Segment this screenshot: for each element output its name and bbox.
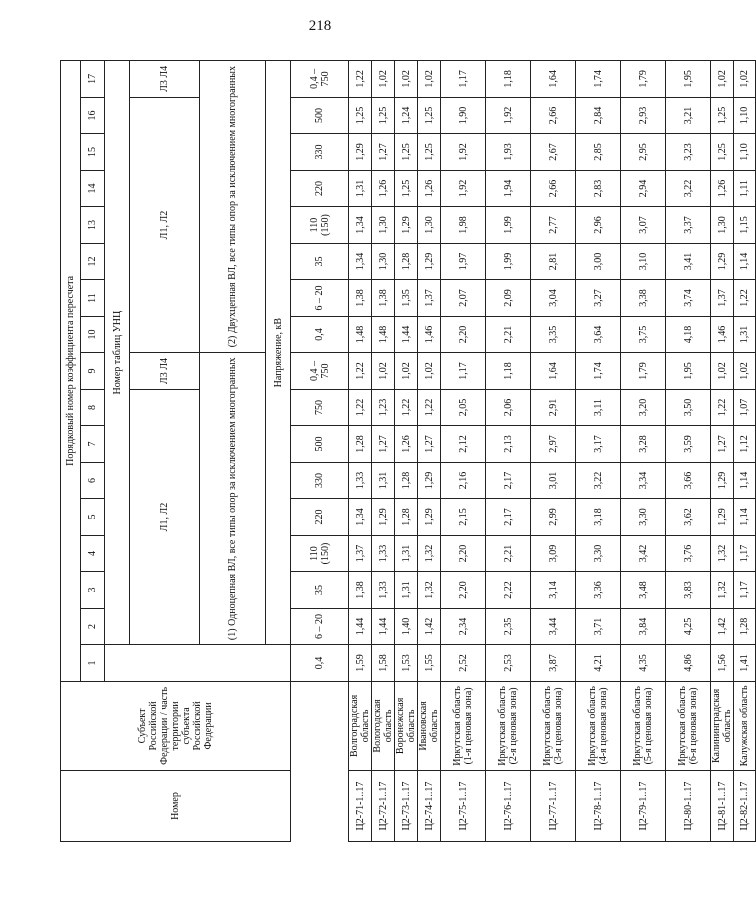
- row-value: 2,17: [486, 499, 531, 536]
- row-value: 3,64: [576, 316, 621, 353]
- row-subject: Иркутская область (1-я ценовая зона): [441, 681, 486, 770]
- row-value: 2,15: [441, 499, 486, 536]
- row-value: 2,95: [621, 134, 666, 171]
- header-index-cell: 16: [81, 97, 105, 134]
- row-value: 1,40: [395, 608, 418, 645]
- header-group-1: (1) Одноцепная ВЛ, все типы опор за исключением многогранных: [200, 353, 266, 645]
- row-value: 1,42: [711, 608, 734, 645]
- row-value: 2,20: [441, 535, 486, 572]
- row-value: 2,94: [621, 170, 666, 207]
- row-code: Ц2-82-1..17: [734, 771, 756, 842]
- table-row: [621, 61, 666, 842]
- row-value: 1,42: [418, 608, 441, 645]
- row-value: 3,14: [531, 572, 576, 609]
- row-code: Ц2-78-1..17: [576, 771, 621, 842]
- row-value: 3,27: [576, 280, 621, 317]
- row-value: 1,14: [734, 462, 756, 499]
- row-subject: Волгоградская область: [349, 681, 372, 770]
- row-value: 1,53: [395, 645, 418, 682]
- row-value: 1,32: [711, 535, 734, 572]
- header-voltage-cell: 6 – 20: [291, 280, 349, 317]
- row-value: 1,90: [441, 97, 486, 134]
- row-value: 1,25: [418, 97, 441, 134]
- row-value: 2,91: [531, 389, 576, 426]
- row-value: 2,77: [531, 207, 576, 244]
- header-voltage-cell: 330: [291, 134, 349, 171]
- row-value: 1,32: [711, 572, 734, 609]
- row-value: 2,21: [486, 535, 531, 572]
- header-voltage-title: Напряжение, кВ: [266, 61, 291, 645]
- header-table-l3l4-a: Л3 Л4: [130, 353, 200, 390]
- row-value: 1,99: [486, 207, 531, 244]
- table-row: [486, 61, 531, 842]
- row-value: 1,28: [734, 608, 756, 645]
- header-index-cell: 1: [81, 645, 105, 682]
- row-value: 1,12: [734, 426, 756, 463]
- row-code: Ц2-74-1..17: [418, 771, 441, 842]
- row-value: 1,37: [418, 280, 441, 317]
- row-value: 2,17: [486, 462, 531, 499]
- row-value: 1,95: [666, 61, 711, 98]
- header-voltage-cell: 220: [291, 499, 349, 536]
- row-value: 3,00: [576, 243, 621, 280]
- row-value: 3,37: [666, 207, 711, 244]
- row-value: 1,27: [711, 426, 734, 463]
- row-value: 1,17: [734, 535, 756, 572]
- row-value: 1,28: [349, 426, 372, 463]
- row-code: Ц2-77-1..17: [531, 771, 576, 842]
- row-value: 2,12: [441, 426, 486, 463]
- row-value: 1,28: [395, 462, 418, 499]
- row-value: 1,48: [372, 316, 395, 353]
- row-value: 2,05: [441, 389, 486, 426]
- row-value: 3,23: [666, 134, 711, 171]
- row-value: 1,22: [418, 389, 441, 426]
- row-value: 3,09: [531, 535, 576, 572]
- coefficient-table: [60, 60, 756, 842]
- row-value: 3,11: [576, 389, 621, 426]
- header-voltage-row: [291, 61, 349, 842]
- table-row: [372, 61, 395, 842]
- row-value: 1,25: [395, 170, 418, 207]
- row-value: 1,25: [418, 134, 441, 171]
- row-value: 1,02: [711, 353, 734, 390]
- row-value: 1,35: [395, 280, 418, 317]
- row-value: 1,27: [418, 426, 441, 463]
- row-value: 3,34: [621, 462, 666, 499]
- row-value: 1,48: [349, 316, 372, 353]
- row-value: 1,79: [621, 353, 666, 390]
- row-value: 1,26: [372, 170, 395, 207]
- row-value: 3,76: [666, 535, 711, 572]
- row-value: 2,99: [531, 499, 576, 536]
- row-value: 1,34: [349, 499, 372, 536]
- row-value: 1,33: [349, 462, 372, 499]
- row-value: 1,11: [734, 170, 756, 207]
- row-value: 1,34: [349, 207, 372, 244]
- row-value: 1,29: [711, 462, 734, 499]
- row-value: 1,18: [486, 61, 531, 98]
- header-index-cell: 5: [81, 499, 105, 536]
- header-table-l3l4-b: Л3 Л4: [130, 61, 200, 98]
- row-value: 1,26: [395, 426, 418, 463]
- row-value: 1,44: [349, 608, 372, 645]
- header-index-cell: 6: [81, 462, 105, 499]
- row-value: 2,84: [576, 97, 621, 134]
- row-value: 1,92: [441, 170, 486, 207]
- row-value: 3,18: [576, 499, 621, 536]
- table-row: [734, 61, 756, 842]
- row-value: 1,28: [395, 499, 418, 536]
- row-value: 3,44: [531, 608, 576, 645]
- row-value: 1,17: [441, 353, 486, 390]
- row-value: 2,83: [576, 170, 621, 207]
- row-value: 2,07: [441, 280, 486, 317]
- row-value: 1,31: [734, 316, 756, 353]
- row-value: 1,15: [734, 207, 756, 244]
- row-value: 2,96: [576, 207, 621, 244]
- row-value: 3,42: [621, 535, 666, 572]
- header-index-cell: 12: [81, 243, 105, 280]
- row-value: 1,29: [418, 499, 441, 536]
- row-value: 1,30: [372, 207, 395, 244]
- header-index-cell: 17: [81, 61, 105, 98]
- row-value: 1,55: [418, 645, 441, 682]
- table-row: [666, 61, 711, 842]
- header-index-cell: 9: [81, 353, 105, 390]
- header-index-cell: 14: [81, 170, 105, 207]
- row-value: 1,92: [441, 134, 486, 171]
- row-value: 2,66: [531, 170, 576, 207]
- row-value: 3,04: [531, 280, 576, 317]
- row-value: 1,17: [441, 61, 486, 98]
- row-value: 1,32: [418, 535, 441, 572]
- row-value: 1,22: [349, 61, 372, 98]
- row-value: 3,30: [621, 499, 666, 536]
- row-value: 1,74: [576, 61, 621, 98]
- row-value: 1,25: [711, 97, 734, 134]
- row-value: 3,66: [666, 462, 711, 499]
- row-value: 1,59: [349, 645, 372, 682]
- row-value: 3,22: [576, 462, 621, 499]
- row-value: 1,38: [372, 280, 395, 317]
- row-value: 1,26: [418, 170, 441, 207]
- row-value: 1,44: [395, 316, 418, 353]
- row-value: 1,29: [418, 462, 441, 499]
- row-value: 2,06: [486, 389, 531, 426]
- row-value: 1,18: [486, 353, 531, 390]
- header-recount-title: Порядковый номер коэффициента пересчета: [61, 61, 81, 682]
- row-value: 1,26: [711, 170, 734, 207]
- row-value: 3,50: [666, 389, 711, 426]
- row-value: 1,31: [372, 462, 395, 499]
- header-table-l1l2-a: Л1, Л2: [130, 389, 200, 645]
- header-voltage-cell: 35: [291, 243, 349, 280]
- row-value: 3,36: [576, 572, 621, 609]
- table-row: [349, 61, 372, 842]
- row-value: 1,27: [372, 134, 395, 171]
- row-value: 1,22: [734, 280, 756, 317]
- rotated-table-wrapper: [60, 60, 750, 842]
- row-value: 1,22: [349, 389, 372, 426]
- row-value: 3,74: [666, 280, 711, 317]
- header-voltage-cell: 6 – 20: [291, 608, 349, 645]
- row-value: 4,35: [621, 645, 666, 682]
- row-subject: Иркутская область (5-я ценовая зона): [621, 681, 666, 770]
- row-value: 1,46: [711, 316, 734, 353]
- row-value: 3,83: [666, 572, 711, 609]
- header-index-cell: 15: [81, 134, 105, 171]
- row-subject: Ивановская область: [418, 681, 441, 770]
- page-number: 218: [308, 18, 332, 34]
- header-index-cell: 2: [81, 608, 105, 645]
- row-value: 1,02: [395, 353, 418, 390]
- row-value: 1,29: [372, 499, 395, 536]
- row-value: 1,34: [349, 243, 372, 280]
- row-value: 3,48: [621, 572, 666, 609]
- row-value: 1,25: [395, 134, 418, 171]
- row-value: 2,67: [531, 134, 576, 171]
- row-value: 3,17: [576, 426, 621, 463]
- row-value: 3,01: [531, 462, 576, 499]
- header-index-cell: 4: [81, 535, 105, 572]
- row-code: Ц2-80-1..17: [666, 771, 711, 842]
- row-value: 1,30: [418, 207, 441, 244]
- row-subject: Иркутская область (4-я ценовая зона): [576, 681, 621, 770]
- row-value: 2,22: [486, 572, 531, 609]
- row-value: 3,71: [576, 608, 621, 645]
- row-value: 3,22: [666, 170, 711, 207]
- row-value: 1,93: [486, 134, 531, 171]
- row-value: 3,21: [666, 97, 711, 134]
- row-value: 4,18: [666, 316, 711, 353]
- row-code: Ц2-72-1..17: [372, 771, 395, 842]
- row-value: 1,30: [372, 243, 395, 280]
- row-value: 3,30: [576, 535, 621, 572]
- header-voltage-cell: 110 (150): [291, 207, 349, 244]
- header-voltage-cell: 0,4 – 750: [291, 61, 349, 98]
- row-value: 2,20: [441, 572, 486, 609]
- row-subject: Иркутская область (2-я ценовая зона): [486, 681, 531, 770]
- header-voltage-cell: 330: [291, 462, 349, 499]
- row-value: 1,02: [418, 61, 441, 98]
- table-row: [418, 61, 441, 842]
- row-value: 1,10: [734, 134, 756, 171]
- row-subject: Вологодская область: [372, 681, 395, 770]
- table-row: [531, 61, 576, 842]
- row-value: 1,02: [418, 353, 441, 390]
- row-subject: Иркутская область (6-я ценовая зона): [666, 681, 711, 770]
- table-row: [576, 61, 621, 842]
- row-value: 1,22: [395, 389, 418, 426]
- row-value: 1,22: [349, 353, 372, 390]
- row-subject: Иркутская область (3-я ценовая зона): [531, 681, 576, 770]
- row-value: 1,14: [734, 243, 756, 280]
- header-voltage-cell: 0,4: [291, 645, 349, 682]
- row-value: 1,25: [372, 97, 395, 134]
- header-unc-table-title: Номер таблиц УНЦ: [105, 61, 130, 645]
- row-value: 1,02: [734, 61, 756, 98]
- row-value: 1,02: [711, 61, 734, 98]
- row-value: 1,99: [486, 243, 531, 280]
- row-code: Ц2-79-1..17: [621, 771, 666, 842]
- row-value: 1,28: [395, 243, 418, 280]
- row-value: 3,62: [666, 499, 711, 536]
- header-voltage-cell: 0,4: [291, 316, 349, 353]
- row-value: 4,86: [666, 645, 711, 682]
- table-row: [441, 61, 486, 842]
- row-value: 3,59: [666, 426, 711, 463]
- header-number: Номер: [61, 771, 291, 842]
- row-value: 1,25: [349, 97, 372, 134]
- row-value: 1,46: [418, 316, 441, 353]
- row-value: 1,64: [531, 353, 576, 390]
- header-group-2: (2) Двухцепная ВЛ, все типы опор за исключением многогранных: [200, 61, 266, 353]
- row-value: 2,20: [441, 316, 486, 353]
- header-voltage-cell: 750: [291, 389, 349, 426]
- row-value: 1,79: [621, 61, 666, 98]
- row-value: 2,85: [576, 134, 621, 171]
- row-value: 3,38: [621, 280, 666, 317]
- row-value: 2,16: [441, 462, 486, 499]
- header-table-l1l2-b: Л1, Л2: [130, 97, 200, 353]
- header-voltage-cell: 500: [291, 97, 349, 134]
- row-value: 1,24: [395, 97, 418, 134]
- row-value: 1,94: [486, 170, 531, 207]
- header-voltage-cell: 0,4 – 750: [291, 353, 349, 390]
- row-value: 1,97: [441, 243, 486, 280]
- header-index-cell: 13: [81, 207, 105, 244]
- header-voltage-cell: 220: [291, 170, 349, 207]
- row-value: 4,25: [666, 608, 711, 645]
- row-value: 1,98: [441, 207, 486, 244]
- row-value: 1,95: [666, 353, 711, 390]
- table-row: [395, 61, 418, 842]
- header-index-cell: 7: [81, 426, 105, 463]
- row-value: 1,27: [372, 426, 395, 463]
- row-subject: Калининградская область: [711, 681, 734, 770]
- header-subject: Субъект Российской Федерации / часть территории субъекта Российской Федерации: [61, 681, 291, 770]
- row-value: 2,52: [441, 645, 486, 682]
- row-value: 3,10: [621, 243, 666, 280]
- table-row: [711, 61, 734, 842]
- row-value: 2,09: [486, 280, 531, 317]
- row-value: 1,31: [395, 572, 418, 609]
- row-value: 1,29: [349, 134, 372, 171]
- row-value: 1,31: [349, 170, 372, 207]
- row-value: 1,58: [372, 645, 395, 682]
- row-value: 1,07: [734, 389, 756, 426]
- row-value: 1,17: [734, 572, 756, 609]
- header-index-cell: 11: [81, 280, 105, 317]
- row-value: 1,56: [711, 645, 734, 682]
- row-value: 1,92: [486, 97, 531, 134]
- row-value: 1,38: [349, 572, 372, 609]
- header-index-cell: 3: [81, 572, 105, 609]
- row-value: 1,33: [372, 572, 395, 609]
- row-value: 1,23: [372, 389, 395, 426]
- row-code: Ц2-75-1..17: [441, 771, 486, 842]
- row-value: 1,41: [734, 645, 756, 682]
- row-value: 1,29: [395, 207, 418, 244]
- row-value: 3,20: [621, 389, 666, 426]
- row-value: 2,35: [486, 608, 531, 645]
- row-value: 2,81: [531, 243, 576, 280]
- row-value: 1,02: [372, 353, 395, 390]
- row-code: Ц2-81-1..17: [711, 771, 734, 842]
- row-value: 1,25: [711, 134, 734, 171]
- row-value: 3,75: [621, 316, 666, 353]
- row-subject: Воронежская область: [395, 681, 418, 770]
- row-value: 3,28: [621, 426, 666, 463]
- row-value: 2,97: [531, 426, 576, 463]
- row-value: 3,84: [621, 608, 666, 645]
- row-code: Ц2-73-1..17: [395, 771, 418, 842]
- row-value: 2,66: [531, 97, 576, 134]
- row-value: 1,64: [531, 61, 576, 98]
- row-value: 1,44: [372, 608, 395, 645]
- row-value: 3,87: [531, 645, 576, 682]
- header-voltage-cell: 35: [291, 572, 349, 609]
- row-value: 1,02: [395, 61, 418, 98]
- row-value: 3,35: [531, 316, 576, 353]
- row-value: 1,29: [418, 243, 441, 280]
- row-value: 1,22: [711, 389, 734, 426]
- row-value: 1,02: [734, 353, 756, 390]
- row-subject: Калужская область: [734, 681, 756, 770]
- row-value: 1,02: [372, 61, 395, 98]
- row-value: 3,07: [621, 207, 666, 244]
- header-voltage-cell: 500: [291, 426, 349, 463]
- row-value: 1,10: [734, 97, 756, 134]
- row-value: 3,41: [666, 243, 711, 280]
- row-value: 1,32: [418, 572, 441, 609]
- row-value: 2,34: [441, 608, 486, 645]
- row-value: 1,37: [349, 535, 372, 572]
- header-index-cell: 10: [81, 316, 105, 353]
- row-value: 1,30: [711, 207, 734, 244]
- row-code: Ц2-71-1..17: [349, 771, 372, 842]
- row-value: 1,33: [372, 535, 395, 572]
- row-value: 1,31: [395, 535, 418, 572]
- row-value: 2,13: [486, 426, 531, 463]
- header-index-cell: 8: [81, 389, 105, 426]
- row-value: 1,37: [711, 280, 734, 317]
- row-value: 2,21: [486, 316, 531, 353]
- row-value: 1,74: [576, 353, 621, 390]
- row-code: Ц2-76-1..17: [486, 771, 531, 842]
- header-voltage-cell: 110 (150): [291, 535, 349, 572]
- row-value: 1,29: [711, 499, 734, 536]
- row-value: 4,21: [576, 645, 621, 682]
- row-value: 2,53: [486, 645, 531, 682]
- row-value: 2,93: [621, 97, 666, 134]
- row-value: 1,14: [734, 499, 756, 536]
- row-value: 1,38: [349, 280, 372, 317]
- row-value: 1,29: [711, 243, 734, 280]
